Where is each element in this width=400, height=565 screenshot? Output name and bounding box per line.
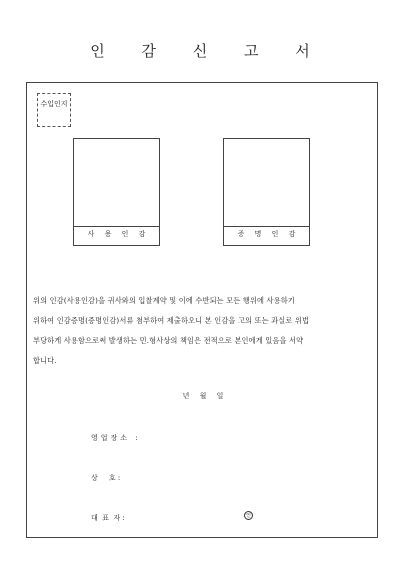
certified-seal-area [224,139,309,227]
certified-seal-caption: 증 명 인 감 [237,230,300,238]
declaration-text [33,291,375,371]
declaration-line-4: 합니다. [33,356,57,365]
form-frame [26,82,378,538]
usage-seal-area [74,139,159,227]
representative-label: 대 표 자 : [91,514,125,522]
declaration-line-1: 위의 인감(사용인감)을 귀사와의 입찰계약 및 이에 수반되는 모든 행위에 사용하기 [33,296,295,305]
certified-seal-box [223,138,310,246]
declaration-line-3: 부당하게 사용함으로써 발생하는 민.형사상의 책임은 전적으로 본인에게 있음을 서약 [33,336,304,345]
usage-seal-caption: 사 용 인 감 [87,230,150,238]
revenue-stamp-box: 수입인지 [37,93,71,127]
declaration-line-2: 위하여 인감증명(증명인감)서류 첨부하여 제출하오니 본 인감을 고의 또는 과실로 위법 [33,316,310,325]
usage-seal-box [73,138,160,246]
document-title: 인 감 신 고 서 [90,42,326,60]
company-name-label: 상 호 : [91,474,121,482]
date-line: 년 월 일 [182,392,224,400]
seal-mark-icon: 인 [244,511,253,520]
business-location-label: 영업장소 : [91,434,141,442]
